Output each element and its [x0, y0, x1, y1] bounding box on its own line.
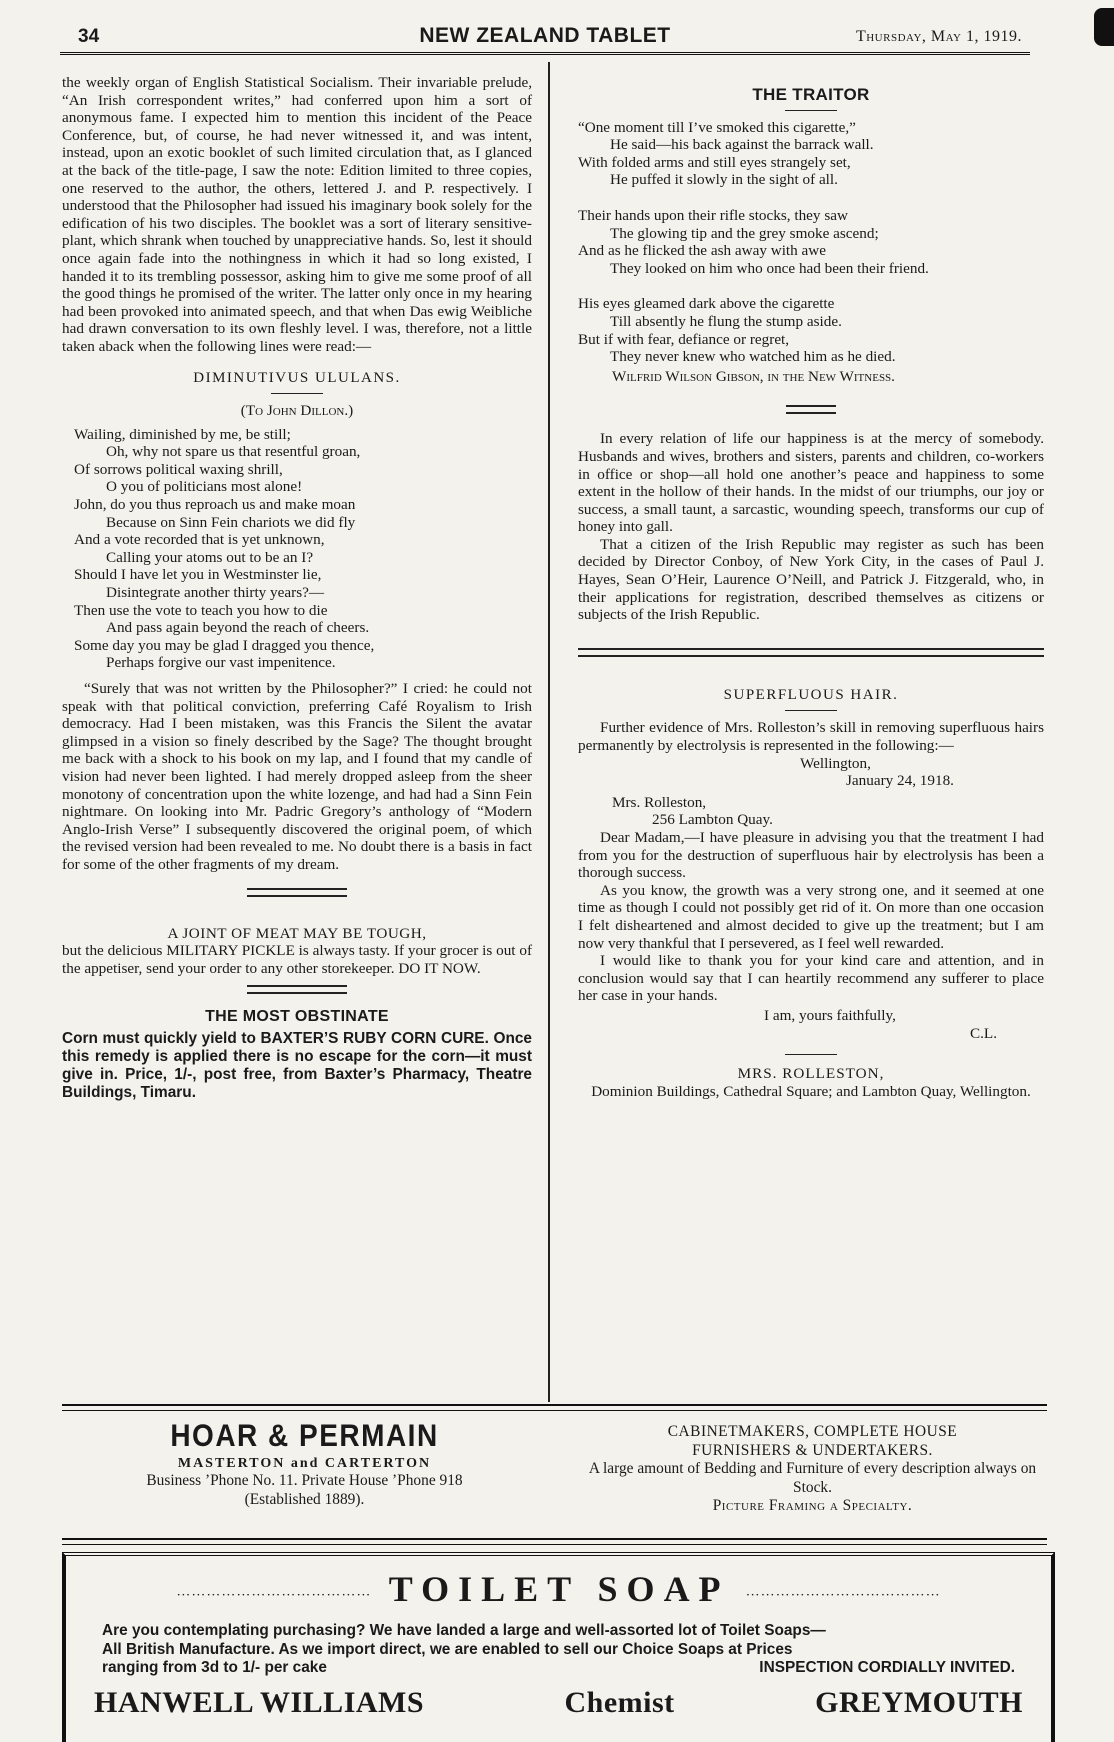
- short-rule: [785, 110, 837, 111]
- soap-line-3: [102, 1659, 1015, 1678]
- poem-line: Their hands upon their rifle stocks, they saw: [578, 206, 848, 224]
- short-rule: [785, 1054, 837, 1055]
- left-column: [62, 74, 532, 1102]
- traitor-credit: Wilfrid Wilson Gibson, in the New Witness.: [612, 367, 895, 385]
- issue-date: Thursday, May 1, 1919.: [855, 28, 1022, 45]
- horizontal-rule: [62, 1404, 1047, 1411]
- poem-line: Till absently he flung the stump aside.: [610, 312, 842, 330]
- poem-line: They looked on him who once had been their friend.: [610, 259, 929, 277]
- rolleston-address: Dominion Buildings, Cathedral Square; and Lambton Quay, Wellington.: [591, 1082, 1031, 1100]
- poem-line: And as he flicked the ash away with awe: [578, 242, 826, 260]
- soap-line-2: All British Manufacture. As we import direct, we are enabled to sell our Choice Soaps at Prices: [102, 1640, 793, 1658]
- letter-date: January 24, 1918.: [846, 772, 954, 790]
- column-divider: [548, 62, 550, 1402]
- hoar-name: HOAR & PERMAIN: [170, 1418, 439, 1453]
- poem-line: He puffed it slowly in the sight of all.: [610, 171, 838, 189]
- traitor-title: THE TRAITOR: [752, 85, 870, 104]
- poem-line: Calling your atoms out to be an I?: [106, 548, 314, 566]
- hoar-towns: MASTERTON and CARTERTON: [177, 1456, 432, 1471]
- happiness-paragraph: In every relation of life our happiness is at the mercy of somebody. Husbands and wives, brothers and sisters, parents and children, co-workers in office or shop—all hold one another’s peace and happiness to some extent in the hollow of their hands. In the midst of our triumphs, our joy or success, a small taunt, a sarcastic, wounding speech, transforms our cup of honey into gall.: [578, 430, 1044, 536]
- soap-inspection: INSPECTION CORDIALLY INVITED.: [759, 1659, 1015, 1676]
- letter-address-1: Mrs. Rolleston,: [612, 793, 707, 811]
- double-rule: [247, 888, 347, 897]
- right-column: [578, 80, 1044, 1100]
- soap-body: [102, 1622, 1015, 1678]
- soap-title-row: [66, 1568, 1051, 1610]
- poem-line: Because on Sinn Fein chariots we did fly: [106, 513, 356, 531]
- poem-line: Should I have let you in Westminster lie,: [74, 566, 322, 584]
- soap-title: TOILET SOAP: [388, 1569, 728, 1609]
- double-rule: [786, 405, 836, 414]
- newspaper-title: NEW ZEALAND TABLET: [419, 24, 671, 47]
- poem-line: With folded arms and still eyes strangely set,: [578, 153, 851, 171]
- hoar-permain-ad: [62, 1420, 547, 1509]
- irish-citizen-paragraph: That a citizen of the Irish Republic may register as such has been decided by Director Conboy, of New York City, in the cases of Paul J. Hayes, Sean O’Heir, Laurence O’Neill, and Patrick J. Fitzgerald, who, in their applications for registration, described themselves as citizens or subjects of the Irish Republic.: [578, 535, 1044, 624]
- letter-paragraph-1: Dear Madam,—I have pleasure in advising you that the treatment I had from you for the destruction of superfluous hair by electrolysis has been a thorough success.: [578, 829, 1044, 882]
- poem-stanza: [578, 295, 1044, 365]
- hoar-phones: Business ’Phone No. 11. Private House ’Phone 918: [146, 1472, 463, 1489]
- obstinate-body: Corn must quickly yield to BAXTER’S RUBY CORN CURE. Once this remedy is applied there is no escape for the corn—it must give in. Price, 1/-, post free, from Baxter’s Pharmacy, Theatre Buildings, Timaru.: [62, 1029, 532, 1101]
- meat-ad-body: but the delicious MILITARY PICKLE is always tasty. If your grocer is out of the appetiser, send your order to any other storekeeper. DO IT NOW.: [62, 942, 532, 977]
- cabinetmakers-ad: [575, 1423, 1050, 1516]
- poem-line: John, do you thus reproach us and make moan: [74, 496, 356, 514]
- poem-line: Disintegrate another thirty years?—: [106, 584, 325, 602]
- letter-signoff: I am, yours faithfully,: [764, 1006, 896, 1024]
- poem-line: Then use the vote to teach you how to die: [74, 601, 328, 619]
- hoar-established: (Established 1889).: [244, 1490, 365, 1508]
- poem-stanza: [578, 207, 1044, 277]
- soap-price-range: ranging from 3d to 1/- per cake: [102, 1659, 327, 1676]
- letter-initials: C.L.: [970, 1024, 998, 1042]
- chemist-name: HANWELL WILLIAMS: [94, 1686, 425, 1719]
- letter-place: Wellington,: [800, 754, 871, 772]
- dot-leader: …………………………………: [745, 1584, 941, 1600]
- military-pickle-ad: [62, 925, 532, 978]
- soap-footer: [94, 1686, 1023, 1720]
- letter-paragraph-3: I would like to thank you for your kind care and attention, and in conclusion would say that I can heartily recommend any sufferer to place her case in your hands.: [578, 952, 1044, 1005]
- letter-address-2: 256 Lambton Quay.: [652, 811, 773, 829]
- obstinate-title: THE MOST OBSTINATE: [205, 1008, 389, 1026]
- poem-stanza: [578, 119, 1044, 189]
- double-rule: [247, 985, 347, 994]
- cabinet-line-4: Picture Framing a Specialty.: [712, 1497, 913, 1514]
- poem-line: “One moment till I’ve smoked this cigarette,”: [578, 118, 856, 136]
- page-number: 34: [78, 26, 100, 47]
- cabinet-line-3: A large amount of Bedding and Furniture of every description always on Stock.: [588, 1460, 1037, 1496]
- cabinet-line-1: CABINETMAKERS, COMPLETE HOUSE: [667, 1423, 958, 1440]
- chemist-town: GREYMOUTH: [815, 1686, 1023, 1719]
- intro-paragraph: the weekly organ of English Statistical Socialism. Their invariable prelude, “An Irish correspondent writes,” had conferred upon him a sort of anonymous fame. I expected him to mention this incident of the Peace Conference, but, of course, he had never witnessed it, and was intent, instead, upon an exotic booklet of such limited circulation that, as I glanced at the back of the title-page, I saw the note: Edition limited to three copies, one reserved to the author, the others, lettered J. and P. respectively. I understood that the Philosopher had issued his imaginary book solely for the edification of his two disciples. The booklet was a sort of literary sensitive-plant, which shrank when touched by unappreciative hands. So, lest it should once again fade into the nothingness in which it had so long existed, I handed it to its trembling possessor, asking him to give me some proof of all the good things he promised of the writer. The latter only once in my hearing had been provoked into animated speech, and that when Das ewig Weibliche had drawn conversation to its own fleshly level. I was, therefore, not a little taken aback when the following lines were read:—: [62, 74, 532, 355]
- poem-line: They never knew who watched him as he died.: [610, 348, 896, 366]
- poem-line: O you of politicians most alone!: [106, 478, 303, 496]
- poem-line: Of sorrows political waxing shrill,: [74, 460, 283, 478]
- poem-line: His eyes gleamed dark above the cigarette: [578, 295, 835, 313]
- poem-line: And a vote recorded that is yet unknown,: [74, 531, 325, 549]
- poem-diminutivus: [62, 426, 532, 672]
- after-poem-paragraph: “Surely that was not written by the Philosopher?” I cried: he could not speak with that political conviction, preferring Café Royalism to Irish democracy. Had I been mistaken, was this Francis the Silent the avatar glimpsed in a vision so finely described by the Sage? The thought brought me back with a shock to his book on my lap, and I found that my candle of vision had never been lighted. I had merely dropped asleep from the sheer monotony of concentration upon the white lozenge, and had had a Sinn Fein nightmare. On looking into Mr. Padric Gregory’s anthology of “Modern Anglo-Irish Verse” I subsequently discovered the original poem, of which the revised version had been revealed to me. No doubt there is a basis in fact for some of the other fragments of my dream.: [62, 680, 532, 873]
- poem-line: And pass again beyond the reach of cheers.: [106, 619, 370, 637]
- dot-leader: …………………………………: [176, 1584, 372, 1600]
- poem-line: Wailing, diminished by me, be still;: [74, 425, 291, 443]
- masthead: [60, 26, 1030, 55]
- poem-line: Perhaps forgive our vast impenitence.: [106, 654, 336, 672]
- hair-intro: Further evidence of Mrs. Rolleston’s skill in removing superfluous hairs permanently by electrolysis is represented in the following:—: [578, 719, 1044, 755]
- horizontal-rule: [62, 1538, 1047, 1545]
- chemist-label: Chemist: [564, 1686, 675, 1719]
- poem-line: The glowing tip and the grey smoke ascend;: [610, 224, 879, 242]
- poem-traitor: [578, 119, 1044, 366]
- letter-paragraph-2: As you know, the growth was a very strong one, and it seemed at one time as though I could not possibly get rid of it. On more than one occasion I felt disheartened and almost decided to give up the treatment; but I am now very thankful that I persevered, as I feel well rewarded.: [578, 881, 1044, 952]
- short-rule: [785, 710, 837, 711]
- poem-title: DIMINUTIVUS ULULANS.: [193, 369, 401, 386]
- rolleston-name: MRS. ROLLESTON,: [737, 1065, 885, 1083]
- meat-ad-headline: A JOINT OF MEAT MAY BE TOUGH,: [167, 924, 427, 942]
- toilet-soap-ad: [62, 1552, 1055, 1742]
- short-rule: [271, 393, 323, 394]
- poem-line: He said—his back against the barrack wall.: [610, 136, 874, 154]
- double-rule: [578, 648, 1044, 657]
- corn-cure-ad: [62, 1008, 532, 1102]
- cabinet-line-2: FURNISHERS & UNDERTAKERS.: [692, 1441, 933, 1459]
- page-edge-tab: [1094, 8, 1114, 46]
- poem-dedication: (To John Dillon.): [240, 402, 354, 420]
- hair-title: SUPERFLUOUS HAIR.: [723, 686, 899, 703]
- poem-line: But if with fear, defiance or regret,: [578, 330, 790, 348]
- poem-line: Some day you may be glad I dragged you thence,: [74, 636, 375, 654]
- poem-line: Oh, why not spare us that resentful groan,: [106, 443, 361, 461]
- soap-line-1: Are you contemplating purchasing? We have landed a large and well-assorted lot of Toilet Soaps—: [102, 1622, 826, 1639]
